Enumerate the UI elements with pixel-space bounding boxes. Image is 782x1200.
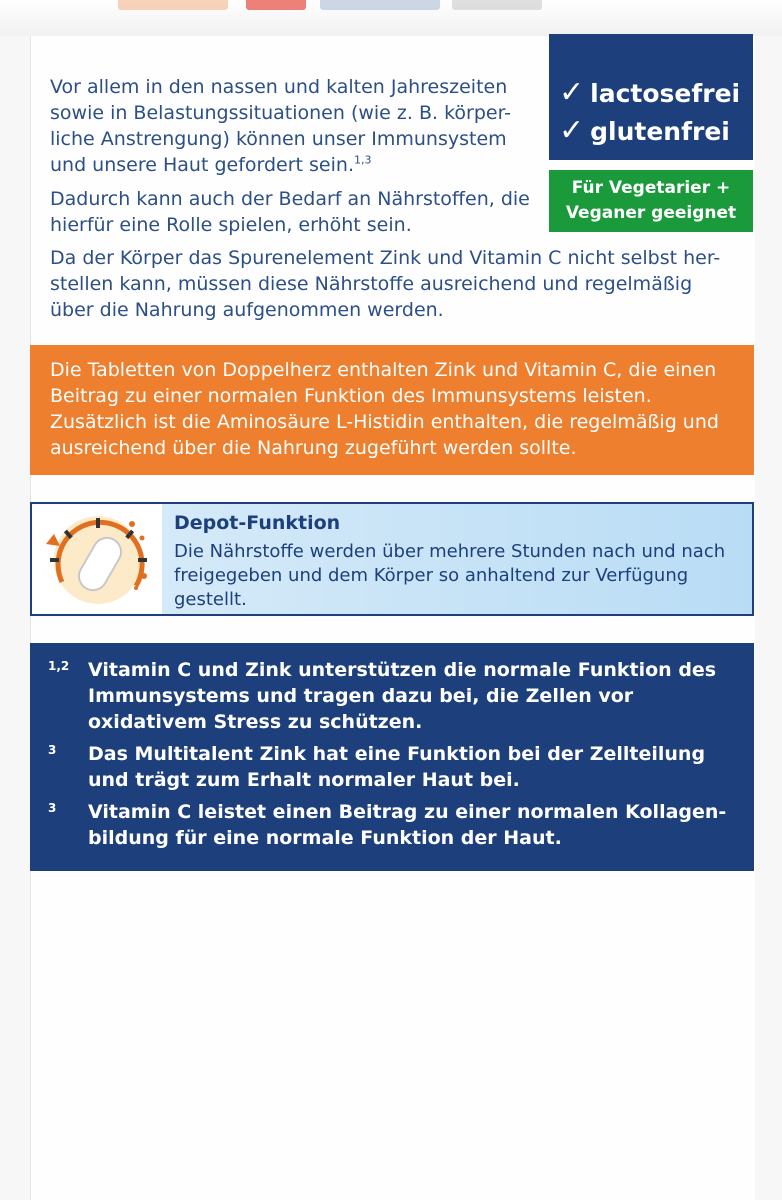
depot-title: Depot-Funktion xyxy=(174,512,341,534)
check-icon: ✓ xyxy=(559,75,585,110)
health-claims-box xyxy=(30,643,754,871)
depot-icon-area xyxy=(32,504,162,614)
product-info-text: Die Tabletten von Doppelherz enthalten Zink und Vitamin C, die einen Beitrag zu einer normalen Funktion des Immunsystems leisten. Zusätzlich ist die Aminosäure L-Histidin enthalten, die regelmäßig und ausreichend über die Nahrung zugeführt werden sollte. xyxy=(50,359,719,459)
depot-function-box xyxy=(30,502,754,616)
claim-ref: 1,2 xyxy=(48,659,70,673)
lactose-free-label: lactosefrei xyxy=(590,78,741,108)
claim-ref: 3 xyxy=(48,743,57,757)
lactose-free-row xyxy=(559,75,741,110)
depot-clock-capsule-icon xyxy=(32,504,162,614)
vegan-badge xyxy=(549,170,753,232)
free-from-badge xyxy=(549,34,753,160)
vegan-badge-line-2: Veganer geeignet xyxy=(565,203,737,223)
intro-paragraph-1: Vor allem in den nassen und kalten Jahreszeiten sowie in Belastungssituationen (wie z. B. körper-liche Anstrengung) können unser Immunsystem und unsere Haut gefordert sein.$^{1,3}$ xyxy=(50,76,512,176)
product-info-box xyxy=(30,345,754,475)
gluten-free-label: glutenfrei xyxy=(590,116,730,146)
depot-description: Die Nährstoffe werden über mehrere Stunden nach und nach freigegeben und dem Körper so anhaltend zur Verfügung gestellt. xyxy=(174,541,726,610)
check-icon: ✓ xyxy=(559,113,585,148)
claim-text: Das Multitalent Zink hat eine Funktion bei der Zellteilung und trägt zum Erhalt normaler Haut bei. xyxy=(88,743,706,791)
top-flap-strip xyxy=(0,0,782,36)
intro-paragraph-2: Dadurch kann auch der Bedarf an Nährstoffen, die hierfür eine Rolle spielen, erhöht sein. xyxy=(50,188,530,236)
gluten-free-row xyxy=(559,113,730,148)
vegan-badge-line-1: Für Vegetarier + xyxy=(571,178,731,198)
intro-text xyxy=(50,74,540,246)
claim-ref: 3 xyxy=(48,801,57,815)
claim-text: Vitamin C leistet einen Beitrag zu einer normalen Kollagen-bildung für eine normale Funktion der Haut. xyxy=(88,801,727,849)
claim-text: Vitamin C und Zink unterstützen die normale Funktion des Immunsystems und tragen dazu bei, die Zellen vor oxidativem Stress zu schützen. xyxy=(88,659,717,733)
intro-paragraph-3: Da der Körper das Spurenelement Zink und Vitamin C nicht selbst her-stellen kann, müssen diese Nährstoffe ausreichend und regelmäßig über die Nahrung aufgenommen werden. xyxy=(50,247,721,321)
footnote-ref: 1,3 xyxy=(353,153,372,167)
depot-text-area xyxy=(162,504,752,614)
